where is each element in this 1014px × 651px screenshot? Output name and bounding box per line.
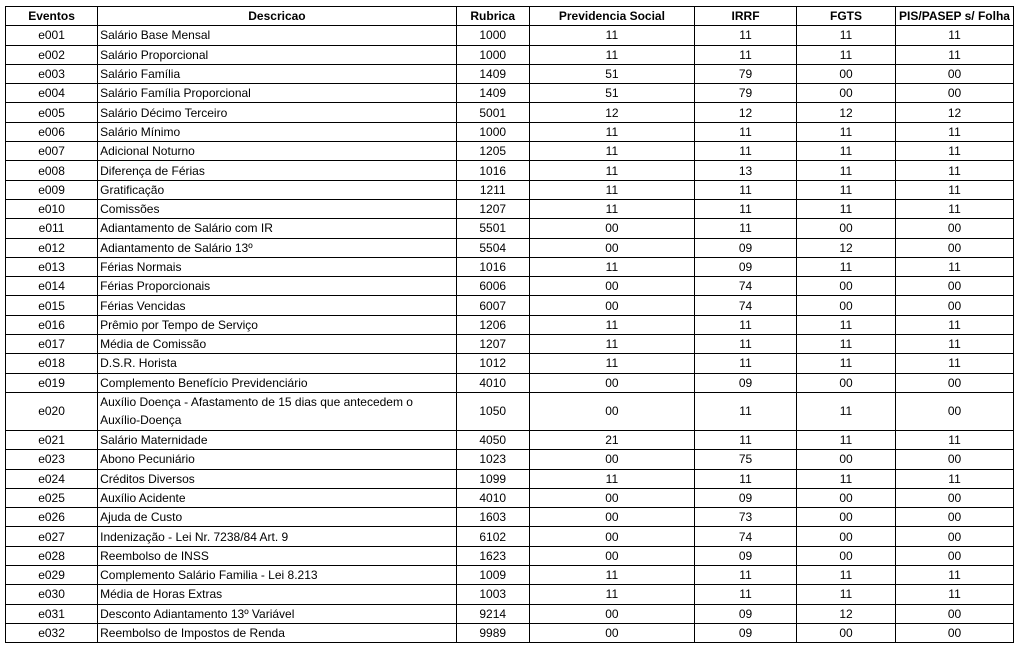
pis-pasep-cell: 11	[896, 199, 1014, 218]
table-row	[6, 335, 1014, 354]
rubrica-cell: 1211	[456, 180, 529, 199]
descricao-cell: Férias Vencidas	[98, 296, 457, 315]
evento-cell: e011	[6, 219, 98, 238]
table-row	[6, 219, 1014, 238]
descricao-cell: Reembolso de INSS	[98, 546, 457, 565]
fgts-cell: 00	[796, 508, 895, 527]
table-row	[6, 26, 1014, 45]
descricao-cell: Indenização - Lei Nr. 7238/84 Art. 9	[98, 527, 457, 546]
fgts-cell: 11	[796, 26, 895, 45]
table-row	[6, 527, 1014, 546]
table-row	[6, 508, 1014, 527]
table-row	[6, 469, 1014, 488]
fgts-cell: 11	[796, 392, 895, 430]
irrf-cell: 11	[695, 585, 797, 604]
fgts-cell: 11	[796, 142, 895, 161]
fgts-cell: 11	[796, 45, 895, 64]
evento-cell: e017	[6, 335, 98, 354]
table-row	[6, 354, 1014, 373]
rubrica-cell: 1207	[456, 199, 529, 218]
irrf-cell: 79	[695, 84, 797, 103]
fgts-cell: 00	[796, 277, 895, 296]
header-fgts: FGTS	[796, 7, 895, 26]
fgts-cell: 11	[796, 469, 895, 488]
table-row	[6, 103, 1014, 122]
irrf-cell: 11	[695, 199, 797, 218]
fgts-cell: 11	[796, 430, 895, 449]
irrf-cell: 11	[695, 122, 797, 141]
evento-cell: e005	[6, 103, 98, 122]
fgts-cell: 12	[796, 238, 895, 257]
table-row	[6, 546, 1014, 565]
table-row	[6, 392, 1014, 430]
evento-cell: e023	[6, 450, 98, 469]
fgts-cell: 11	[796, 161, 895, 180]
header-previdencia-social: Previdencia Social	[529, 7, 694, 26]
irrf-cell: 73	[695, 508, 797, 527]
rubrica-cell: 6006	[456, 277, 529, 296]
descricao-cell: Gratificação	[98, 180, 457, 199]
fgts-cell: 11	[796, 566, 895, 585]
pis-pasep-cell: 00	[896, 604, 1014, 623]
evento-cell: e018	[6, 354, 98, 373]
evento-cell: e014	[6, 277, 98, 296]
rubrica-cell: 1009	[456, 566, 529, 585]
descricao-cell: Complemento Benefício Previdenciário	[98, 373, 457, 392]
irrf-cell: 74	[695, 296, 797, 315]
pis-pasep-cell: 12	[896, 103, 1014, 122]
rubrica-cell: 5001	[456, 103, 529, 122]
rubrica-cell: 1016	[456, 257, 529, 276]
irrf-cell: 11	[695, 45, 797, 64]
previdencia-cell: 00	[529, 219, 694, 238]
previdencia-cell: 00	[529, 296, 694, 315]
fgts-cell: 11	[796, 354, 895, 373]
rubrica-cell: 1623	[456, 546, 529, 565]
irrf-cell: 11	[695, 469, 797, 488]
fgts-cell: 00	[796, 373, 895, 392]
previdencia-cell: 12	[529, 103, 694, 122]
previdencia-cell: 51	[529, 64, 694, 83]
fgts-cell: 11	[796, 180, 895, 199]
rubrica-cell: 1000	[456, 45, 529, 64]
fgts-cell: 11	[796, 315, 895, 334]
irrf-cell: 11	[695, 354, 797, 373]
fgts-cell: 00	[796, 546, 895, 565]
previdencia-cell: 11	[529, 469, 694, 488]
pis-pasep-cell: 11	[896, 26, 1014, 45]
rubrica-cell: 1000	[456, 26, 529, 45]
pis-pasep-cell: 11	[896, 335, 1014, 354]
pis-pasep-cell: 00	[896, 219, 1014, 238]
events-table	[5, 6, 1014, 643]
irrf-cell: 09	[695, 257, 797, 276]
table-row	[6, 199, 1014, 218]
pis-pasep-cell: 11	[896, 142, 1014, 161]
pis-pasep-cell: 00	[896, 277, 1014, 296]
pis-pasep-cell: 11	[896, 469, 1014, 488]
pis-pasep-cell: 11	[896, 566, 1014, 585]
pis-pasep-cell: 00	[896, 508, 1014, 527]
pis-pasep-cell: 00	[896, 392, 1014, 430]
header-irrf: IRRF	[695, 7, 797, 26]
pis-pasep-cell: 11	[896, 354, 1014, 373]
header-rubrica: Rubrica	[456, 7, 529, 26]
evento-cell: e004	[6, 84, 98, 103]
previdencia-cell: 11	[529, 257, 694, 276]
pis-pasep-cell: 00	[896, 84, 1014, 103]
table-row	[6, 122, 1014, 141]
pis-pasep-cell: 00	[896, 373, 1014, 392]
table-row	[6, 64, 1014, 83]
previdencia-cell: 51	[529, 84, 694, 103]
descricao-cell: D.S.R. Horista	[98, 354, 457, 373]
evento-cell: e020	[6, 392, 98, 430]
table-row	[6, 623, 1014, 642]
table-row	[6, 604, 1014, 623]
descricao-cell: Salário Base Mensal	[98, 26, 457, 45]
previdencia-cell: 00	[529, 238, 694, 257]
evento-cell: e019	[6, 373, 98, 392]
descricao-cell: Comissões	[98, 199, 457, 218]
rubrica-cell: 1000	[456, 122, 529, 141]
header-eventos: Eventos	[6, 7, 98, 26]
previdencia-cell: 00	[529, 604, 694, 623]
previdencia-cell: 00	[529, 527, 694, 546]
irrf-cell: 09	[695, 238, 797, 257]
pis-pasep-cell: 00	[896, 450, 1014, 469]
descricao-cell: Salário Família	[98, 64, 457, 83]
rubrica-cell: 9214	[456, 604, 529, 623]
rubrica-cell: 1409	[456, 64, 529, 83]
fgts-cell: 11	[796, 585, 895, 604]
fgts-cell: 00	[796, 64, 895, 83]
irrf-cell: 11	[695, 315, 797, 334]
irrf-cell: 11	[695, 430, 797, 449]
irrf-cell: 79	[695, 64, 797, 83]
pis-pasep-cell: 11	[896, 585, 1014, 604]
descricao-cell: Férias Proporcionais	[98, 277, 457, 296]
irrf-cell: 11	[695, 335, 797, 354]
fgts-cell: 12	[796, 103, 895, 122]
evento-cell: e007	[6, 142, 98, 161]
header-pis-pasep: PIS/PASEP s/ Folha	[896, 7, 1014, 26]
previdencia-cell: 11	[529, 566, 694, 585]
rubrica-cell: 1207	[456, 335, 529, 354]
descricao-cell: Diferença de Férias	[98, 161, 457, 180]
fgts-cell: 00	[796, 84, 895, 103]
table-row	[6, 277, 1014, 296]
rubrica-cell: 1205	[456, 142, 529, 161]
evento-cell: e009	[6, 180, 98, 199]
descricao-cell: Prêmio por Tempo de Serviço	[98, 315, 457, 334]
evento-cell: e024	[6, 469, 98, 488]
descricao-cell: Adicional Noturno	[98, 142, 457, 161]
evento-cell: e021	[6, 430, 98, 449]
previdencia-cell: 11	[529, 45, 694, 64]
rubrica-cell: 4010	[456, 488, 529, 507]
pis-pasep-cell: 11	[896, 45, 1014, 64]
table-row	[6, 45, 1014, 64]
descricao-cell: Auxílio Doença - Afastamento de 15 dias que antecedem o Auxílio-Doença	[98, 392, 457, 430]
descricao-cell: Auxílio Acidente	[98, 488, 457, 507]
fgts-cell: 11	[796, 199, 895, 218]
pis-pasep-cell: 00	[896, 546, 1014, 565]
rubrica-cell: 1409	[456, 84, 529, 103]
previdencia-cell: 00	[529, 277, 694, 296]
pis-pasep-cell: 00	[896, 488, 1014, 507]
pis-pasep-cell: 00	[896, 623, 1014, 642]
irrf-cell: 11	[695, 566, 797, 585]
table-row	[6, 238, 1014, 257]
rubrica-cell: 5501	[456, 219, 529, 238]
table-body	[6, 26, 1014, 643]
descricao-cell: Média de Comissão	[98, 335, 457, 354]
evento-cell: e029	[6, 566, 98, 585]
descricao-cell: Adiantamento de Salário 13º	[98, 238, 457, 257]
fgts-cell: 00	[796, 623, 895, 642]
previdencia-cell: 00	[529, 392, 694, 430]
previdencia-cell: 21	[529, 430, 694, 449]
pis-pasep-cell: 00	[896, 238, 1014, 257]
rubrica-cell: 1003	[456, 585, 529, 604]
previdencia-cell: 11	[529, 26, 694, 45]
evento-cell: e028	[6, 546, 98, 565]
previdencia-cell: 00	[529, 508, 694, 527]
descricao-cell: Salário Proporcional	[98, 45, 457, 64]
descricao-cell: Salário Família Proporcional	[98, 84, 457, 103]
fgts-cell: 11	[796, 335, 895, 354]
table-row	[6, 566, 1014, 585]
evento-cell: e012	[6, 238, 98, 257]
table-header	[6, 7, 1014, 26]
descricao-cell: Média de Horas Extras	[98, 585, 457, 604]
evento-cell: e027	[6, 527, 98, 546]
evento-cell: e016	[6, 315, 98, 334]
table-row	[6, 142, 1014, 161]
descricao-cell: Desconto Adiantamento 13º Variável	[98, 604, 457, 623]
rubrica-cell: 6102	[456, 527, 529, 546]
irrf-cell: 11	[695, 26, 797, 45]
evento-cell: e025	[6, 488, 98, 507]
previdencia-cell: 11	[529, 315, 694, 334]
fgts-cell: 00	[796, 219, 895, 238]
fgts-cell: 12	[796, 604, 895, 623]
rubrica-cell: 5504	[456, 238, 529, 257]
previdencia-cell: 11	[529, 142, 694, 161]
irrf-cell: 11	[695, 219, 797, 238]
evento-cell: e015	[6, 296, 98, 315]
irrf-cell: 74	[695, 527, 797, 546]
previdencia-cell: 00	[529, 488, 694, 507]
previdencia-cell: 11	[529, 335, 694, 354]
table-row	[6, 450, 1014, 469]
irrf-cell: 11	[695, 180, 797, 199]
fgts-cell: 00	[796, 527, 895, 546]
descricao-cell: Salário Maternidade	[98, 430, 457, 449]
evento-cell: e002	[6, 45, 98, 64]
descricao-cell: Ajuda de Custo	[98, 508, 457, 527]
evento-cell: e001	[6, 26, 98, 45]
fgts-cell: 11	[796, 257, 895, 276]
evento-cell: e008	[6, 161, 98, 180]
previdencia-cell: 00	[529, 373, 694, 392]
descricao-cell: Adiantamento de Salário com IR	[98, 219, 457, 238]
table-row	[6, 84, 1014, 103]
descricao-cell: Reembolso de Impostos de Renda	[98, 623, 457, 642]
evento-cell: e006	[6, 122, 98, 141]
evento-cell: e032	[6, 623, 98, 642]
descricao-cell: Salário Mínimo	[98, 122, 457, 141]
table-row	[6, 430, 1014, 449]
descricao-cell: Complemento Salário Familia - Lei 8.213	[98, 566, 457, 585]
fgts-cell: 11	[796, 122, 895, 141]
irrf-cell: 09	[695, 546, 797, 565]
irrf-cell: 11	[695, 392, 797, 430]
rubrica-cell: 4050	[456, 430, 529, 449]
previdencia-cell: 11	[529, 161, 694, 180]
rubrica-cell: 1206	[456, 315, 529, 334]
irrf-cell: 13	[695, 161, 797, 180]
previdencia-cell: 11	[529, 199, 694, 218]
irrf-cell: 09	[695, 604, 797, 623]
fgts-cell: 00	[796, 296, 895, 315]
header-row	[6, 7, 1014, 26]
table-row	[6, 257, 1014, 276]
pis-pasep-cell: 11	[896, 430, 1014, 449]
irrf-cell: 12	[695, 103, 797, 122]
previdencia-cell: 00	[529, 546, 694, 565]
previdencia-cell: 00	[529, 450, 694, 469]
evento-cell: e030	[6, 585, 98, 604]
pis-pasep-cell: 11	[896, 257, 1014, 276]
fgts-cell: 00	[796, 488, 895, 507]
pis-pasep-cell: 00	[896, 64, 1014, 83]
evento-cell: e003	[6, 64, 98, 83]
descricao-cell: Férias Normais	[98, 257, 457, 276]
pis-pasep-cell: 11	[896, 122, 1014, 141]
evento-cell: e010	[6, 199, 98, 218]
previdencia-cell: 11	[529, 180, 694, 199]
fgts-cell: 00	[796, 450, 895, 469]
previdencia-cell: 00	[529, 623, 694, 642]
evento-cell: e013	[6, 257, 98, 276]
previdencia-cell: 11	[529, 122, 694, 141]
rubrica-cell: 1012	[456, 354, 529, 373]
irrf-cell: 75	[695, 450, 797, 469]
table-row	[6, 488, 1014, 507]
descricao-cell: Salário Décimo Terceiro	[98, 103, 457, 122]
pis-pasep-cell: 11	[896, 315, 1014, 334]
rubrica-cell: 1016	[456, 161, 529, 180]
evento-cell: e026	[6, 508, 98, 527]
rubrica-cell: 9989	[456, 623, 529, 642]
descricao-cell: Abono Pecuniário	[98, 450, 457, 469]
rubrica-cell: 1050	[456, 392, 529, 430]
irrf-cell: 09	[695, 488, 797, 507]
pis-pasep-cell: 00	[896, 527, 1014, 546]
table-row	[6, 315, 1014, 334]
irrf-cell: 09	[695, 623, 797, 642]
irrf-cell: 11	[695, 142, 797, 161]
previdencia-cell: 11	[529, 354, 694, 373]
table-row	[6, 161, 1014, 180]
pis-pasep-cell: 11	[896, 161, 1014, 180]
table-row	[6, 180, 1014, 199]
evento-cell: e031	[6, 604, 98, 623]
header-descricao: Descricao	[98, 7, 457, 26]
descricao-cell: Créditos Diversos	[98, 469, 457, 488]
irrf-cell: 74	[695, 277, 797, 296]
rubrica-cell: 6007	[456, 296, 529, 315]
rubrica-cell: 4010	[456, 373, 529, 392]
rubrica-cell: 1099	[456, 469, 529, 488]
previdencia-cell: 11	[529, 585, 694, 604]
table-row	[6, 373, 1014, 392]
rubrica-cell: 1603	[456, 508, 529, 527]
irrf-cell: 09	[695, 373, 797, 392]
rubrica-cell: 1023	[456, 450, 529, 469]
table-row	[6, 585, 1014, 604]
table-row	[6, 296, 1014, 315]
pis-pasep-cell: 11	[896, 180, 1014, 199]
pis-pasep-cell: 00	[896, 296, 1014, 315]
